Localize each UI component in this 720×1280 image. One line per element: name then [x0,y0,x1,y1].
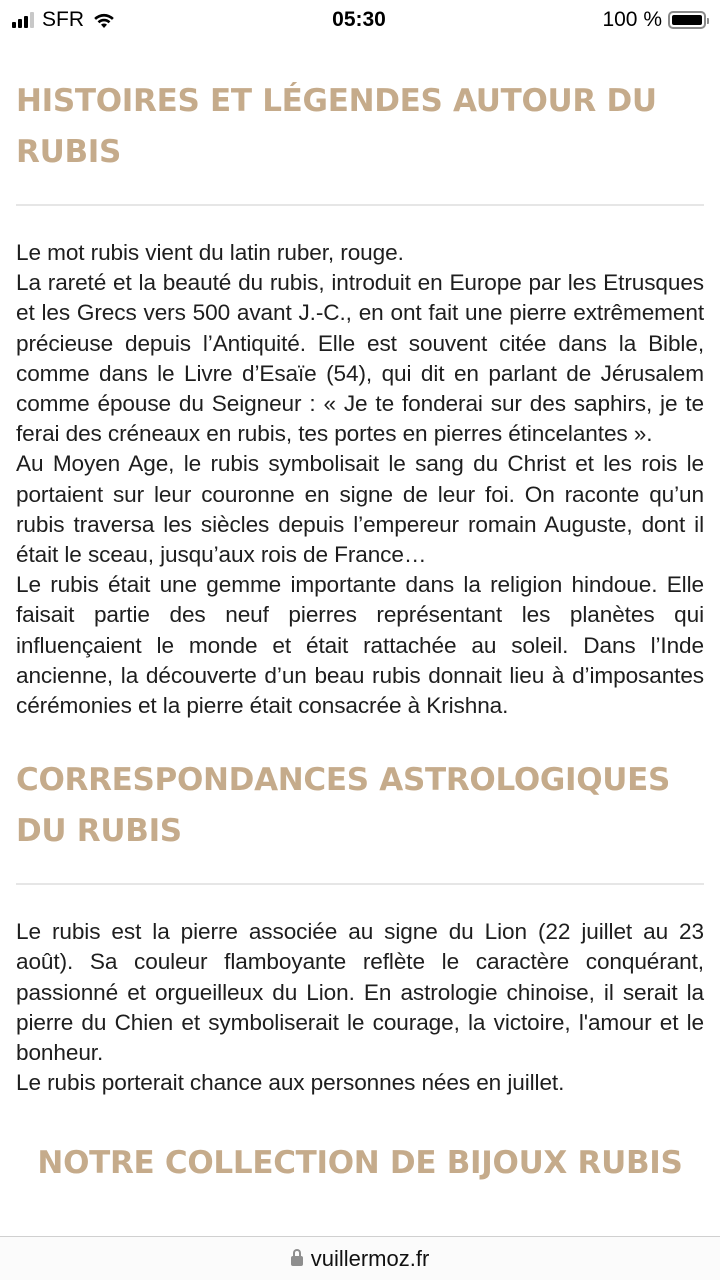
signal-icon [12,12,34,28]
section-body-histoires [16,238,704,721]
battery-icon [668,11,706,29]
section-title-astrologie: CORRESPONDANCES ASTROLOGIQUES DU RUBIS [16,762,671,850]
paragraph: Le rubis est la pierre associée au signe du Lion (22 juillet au 23 août). Sa couleur flamboyante reflète le caractère conquérant, passionné et orgueilleux du Lion. En astrologie chinoise, il serait la pierre du Chien et symboliserait le courage, la victoire, l'amour et le bonheur. [16,919,704,1066]
status-left [12,8,232,32]
article-content[interactable] [0,40,720,1236]
divider [16,204,704,206]
lock-icon [291,1254,303,1268]
carrier-label: SFR [42,8,84,31]
paragraph: Le rubis porterait chance aux personnes nées en juillet. [16,1070,565,1096]
status-right [486,8,706,32]
section-title-histoires: HISTOIRES ET LÉGENDES AUTOUR DU RUBIS [16,83,657,170]
paragraph: Le rubis était une gemme importante dans la religion hindoue. Elle faisait partie des neuf pierres représentant les planètes qui influençaient le monde et était rattachée au soleil. Dans l’Inde ancienne, la découverte d’un beau rubis donnait lieu à d’imposantes cérémonies et la pierre était consacrée à Krishna. [16,572,704,719]
browser-url-bar[interactable] [0,1236,720,1280]
section-title-collection: NOTRE COLLECTION DE BIJOUX RUBIS [37,1145,683,1182]
section-body-astrologie [16,917,704,1098]
battery-percent: 100 % [602,8,662,31]
url-text[interactable]: vuillermoz.fr [310,1245,430,1271]
wifi-icon [92,11,116,29]
clock: 05:30 [332,8,386,31]
paragraph: La rareté et la beauté du rubis, introduit en Europe par les Etrusques et les Grecs vers 500 avant J.-C., en ont fait une pierre extrêmement précieuse depuis l’Antiquité. Elle est souvent citée dans la Bible, comme dans le Livre d’Esaïe (54), qui dit en parlant de Jérusalem comme épouse du Seigneur : « Je te fonderai sur des saphirs, je te ferai des créneaux en rubis, tes portes en pierres étincelantes ». [16,270,704,447]
paragraph: Le mot rubis vient du latin ruber, rouge. [16,240,404,265]
divider [16,883,704,885]
status-bar [0,0,720,40]
paragraph: Au Moyen Age, le rubis symbolisait le sang du Christ et les rois le portaient sur leur couronne en signe de leur foi. On raconte qu’un rubis traversa les siècles depuis l’empereur romain Auguste, dont il était le sceau, jusqu’aux rois de France… [16,451,704,568]
